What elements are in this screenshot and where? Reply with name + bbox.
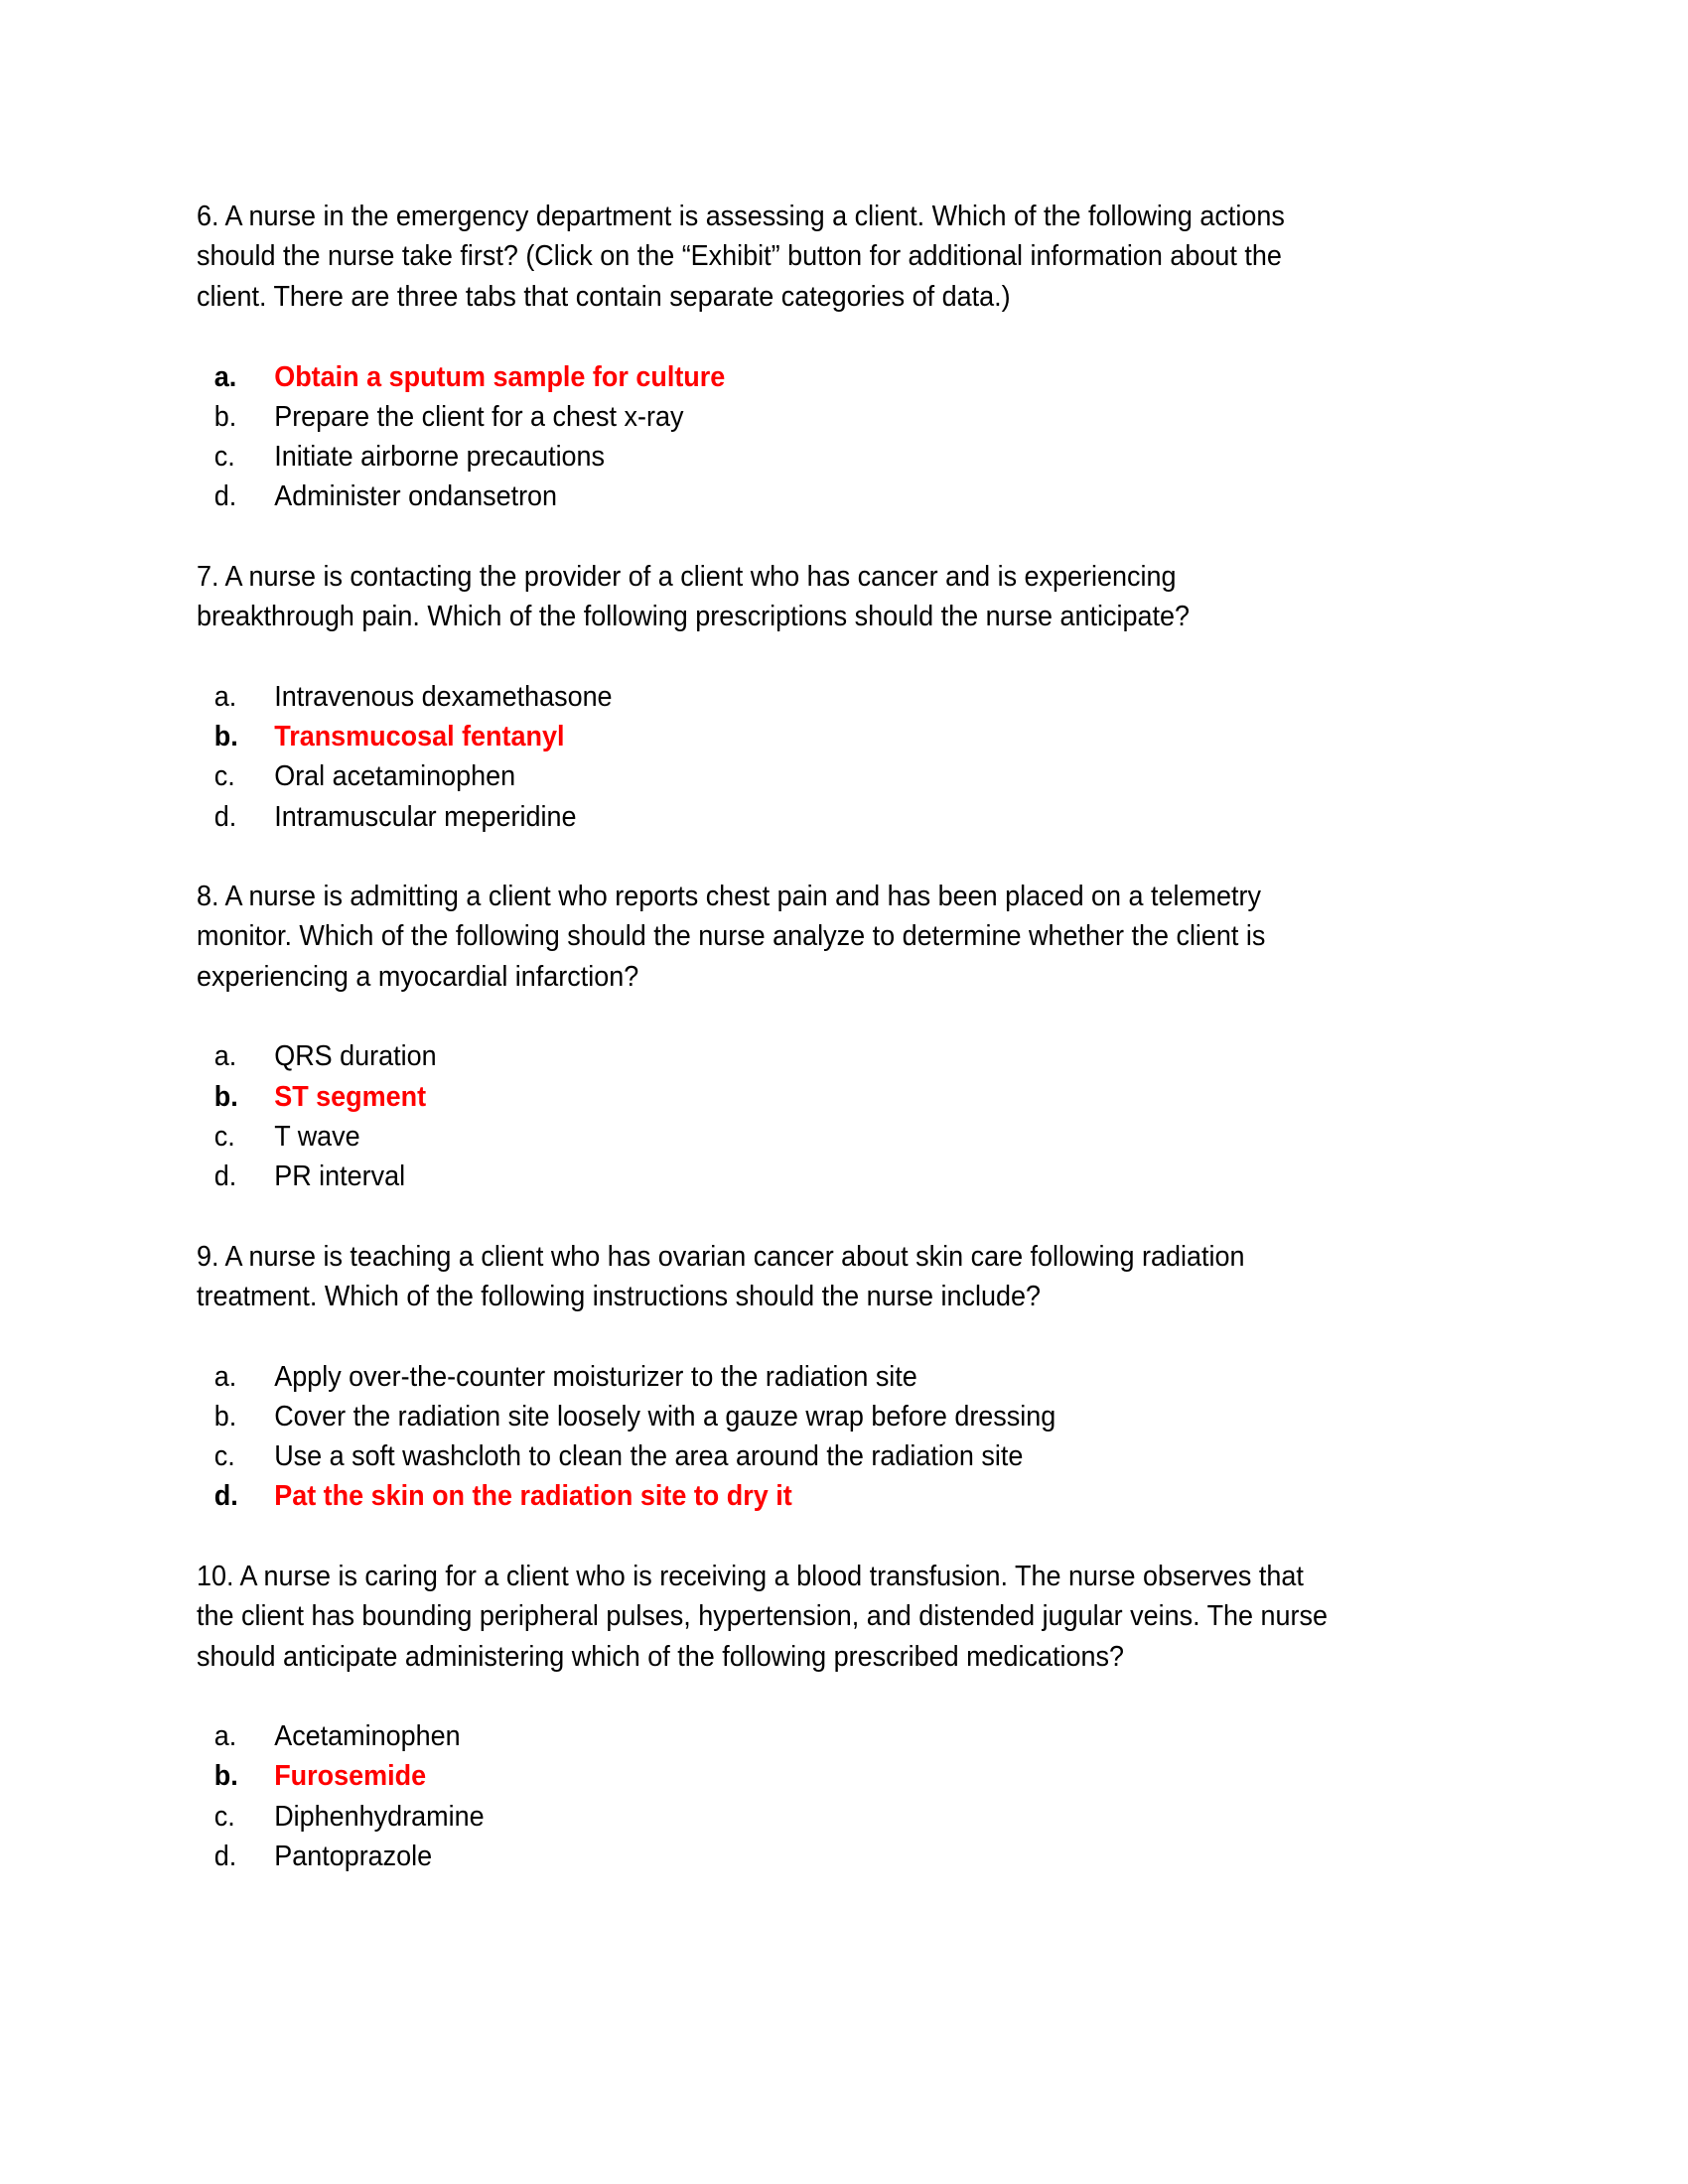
option-text-correct: Pat the skin on the radiation site to dry it (274, 1480, 792, 1512)
question-10-stem-line-3: should anticipate administering which of the following prescribed medications? (197, 1641, 1124, 1673)
option-text: Intramuscular meperidine (274, 801, 577, 833)
option-letter: a. (213, 361, 237, 393)
question-7-stem-line-1: 7. A nurse is contacting the provider of a client who has cancer and is experiencing (197, 561, 1177, 593)
option-letter: b. (213, 401, 237, 433)
question-6-stem-line-3: client. There are three tabs that contain separate categories of data.) (197, 281, 1011, 313)
option-letter: a. (213, 1361, 237, 1393)
option-letter: d. (213, 1160, 237, 1192)
question-6-stem-line-2: should the nurse take first? (Click on the “Exhibit” button for additional information about the (197, 240, 1282, 272)
question-7-stem-line-2: breakthrough pain. Which of the following prescriptions should the nurse anticipate? (197, 601, 1190, 632)
option-text-correct: Furosemide (274, 1760, 427, 1792)
question-8-stem-line-2: monitor. Which of the following should the nurse analyze to determine whether the client is (197, 920, 1266, 952)
question-10-stem-line-2: the client has bounding peripheral pulses, hypertension, and distended jugular veins. The nurse (197, 1600, 1329, 1632)
option-text-correct: Obtain a sputum sample for culture (274, 361, 726, 393)
option-text: Initiate airborne precautions (274, 441, 606, 473)
option-letter: b. (213, 1401, 237, 1433)
question-8-stem-line-1: 8. A nurse is admitting a client who reports chest pain and has been placed on a telemetry (197, 881, 1261, 912)
option-letter: d. (213, 480, 237, 512)
question-9-stem-line-1: 9. A nurse is teaching a client who has ovarian cancer about skin care following radiation (197, 1241, 1245, 1273)
option-text: Diphenhydramine (274, 1801, 485, 1833)
question-6-stem-line-1: 6. A nurse in the emergency department is assessing a client. Which of the following actions (197, 201, 1285, 232)
option-text: Apply over-the-counter moisturizer to the radiation site (274, 1361, 917, 1393)
option-letter: c. (213, 1801, 235, 1833)
option-text: Acetaminophen (274, 1720, 461, 1752)
option-text: Oral acetaminophen (274, 760, 516, 792)
option-text: Administer ondansetron (274, 480, 558, 512)
option-letter: b. (213, 721, 238, 752)
option-text-correct: ST segment (274, 1081, 427, 1113)
option-text-correct: Transmucosal fentanyl (274, 721, 565, 752)
option-text: Cover the radiation site loosely with a gauze wrap before dressing (274, 1401, 1056, 1433)
option-letter: d. (213, 1480, 238, 1512)
option-letter: a. (213, 1720, 237, 1752)
option-letter: c. (213, 1440, 235, 1472)
question-9-stem-line-2: treatment. Which of the following instructions should the nurse include? (197, 1281, 1042, 1312)
question-8-stem-line-3: experiencing a myocardial infarction? (197, 961, 639, 993)
option-letter: a. (213, 681, 237, 713)
question-10-stem-line-1: 10. A nurse is caring for a client who is receiving a blood transfusion. The nurse observes that (197, 1561, 1304, 1592)
option-text: Pantoprazole (274, 1841, 433, 1872)
option-text: Use a soft washcloth to clean the area around the radiation site (274, 1440, 1024, 1472)
option-text: QRS duration (274, 1040, 437, 1072)
option-text: PR interval (274, 1160, 406, 1192)
option-letter: b. (213, 1081, 238, 1113)
option-letter: b. (213, 1760, 238, 1792)
option-text: Intravenous dexamethasone (274, 681, 613, 713)
option-letter: c. (213, 1121, 235, 1153)
option-letter: d. (213, 1841, 237, 1872)
option-letter: d. (213, 801, 237, 833)
option-letter: c. (213, 760, 235, 792)
option-text: T wave (274, 1121, 360, 1153)
option-text: Prepare the client for a chest x-ray (274, 401, 684, 433)
option-letter: a. (213, 1040, 237, 1072)
option-letter: c. (213, 441, 235, 473)
